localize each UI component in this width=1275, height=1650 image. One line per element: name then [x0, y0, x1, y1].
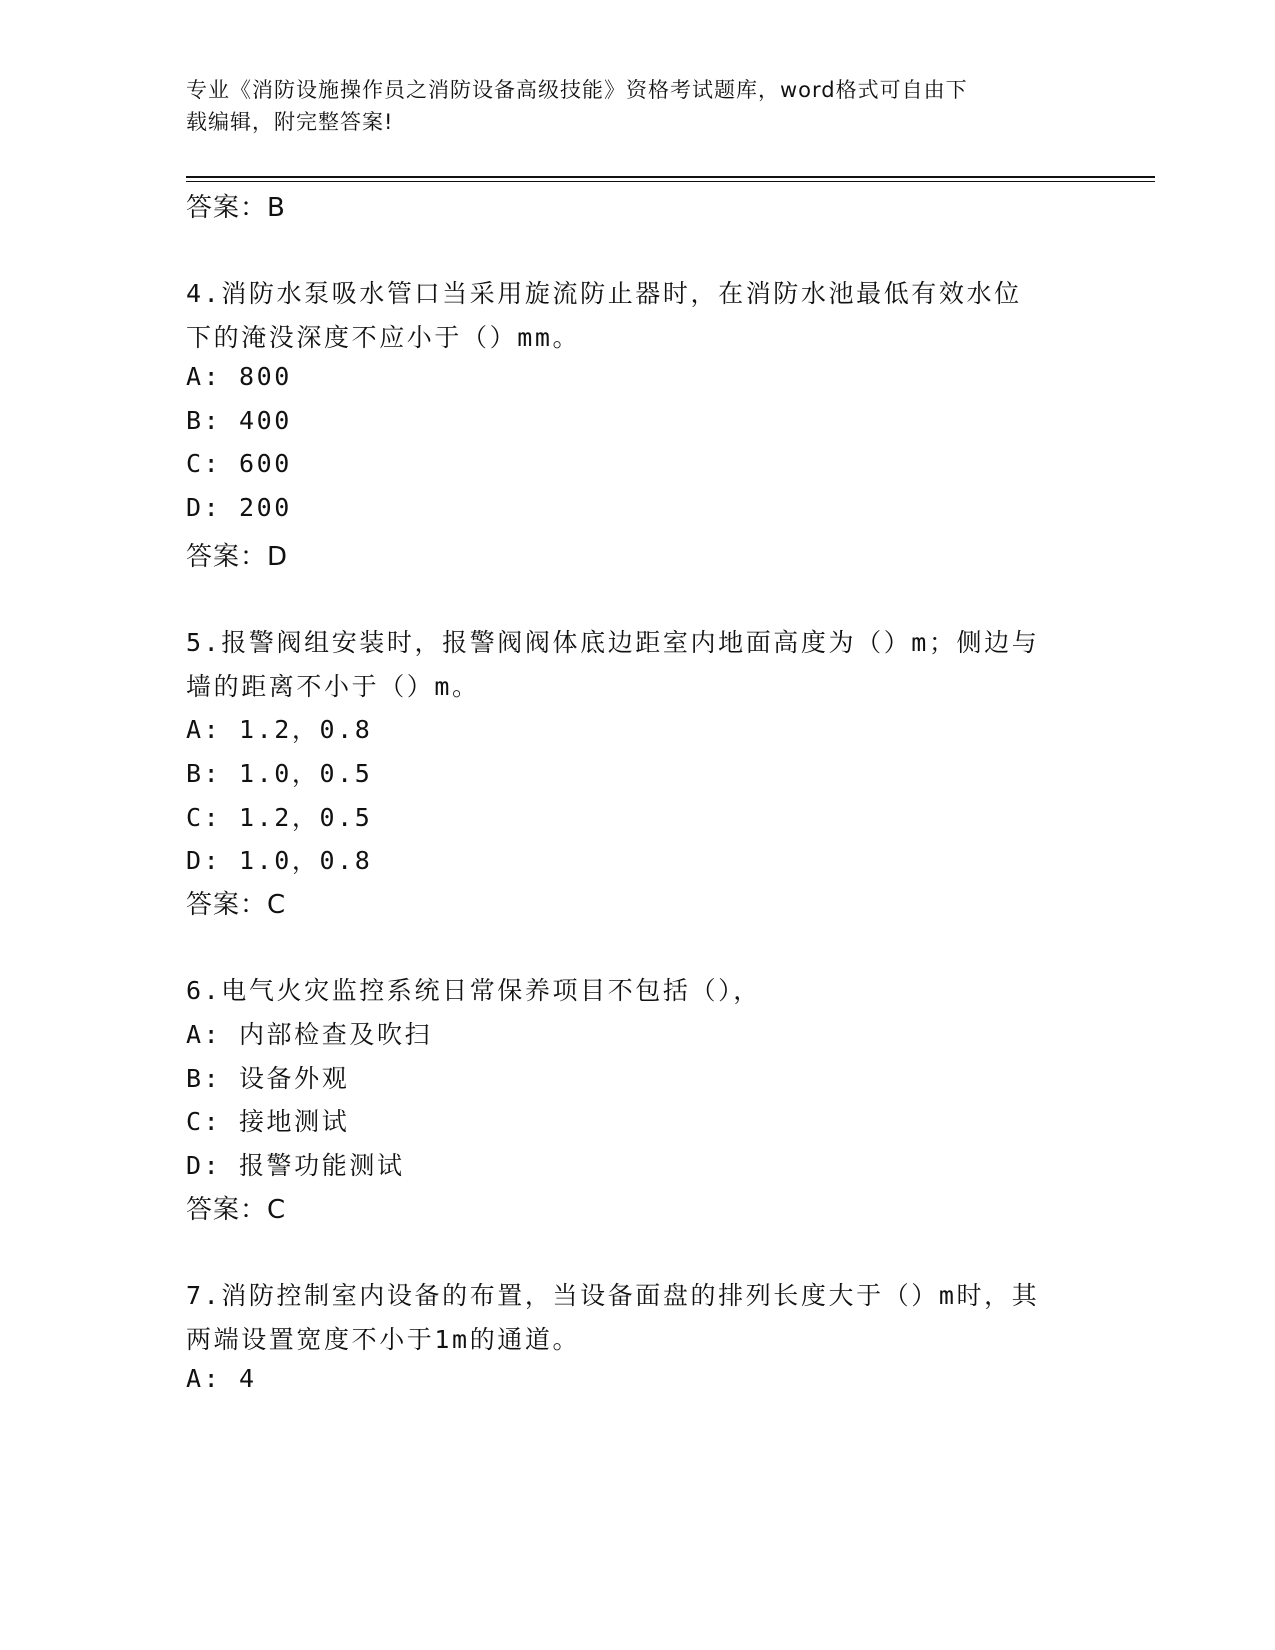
question-6-option-c: C: 接地测试: [186, 1107, 350, 1136]
question-5-option-b: B: 1.0，0.5: [186, 759, 373, 788]
question-5-answer: 答案：C: [186, 890, 287, 920]
previous-answer: 答案：B: [186, 193, 286, 223]
question-4-option-b: B: 400: [186, 406, 292, 435]
question-5-option-d: D: 1.0，0.8: [186, 846, 373, 875]
header-line-2: 载编辑，附完整答案!: [186, 110, 394, 134]
question-5-stem-line-2: 墙的距离不小于（）m。: [186, 672, 480, 701]
question-4-stem-line-1: 4.消防水泵吸水管口当采用旋流防止器时，在消防水池最低有效水位: [186, 279, 1022, 308]
question-6-option-d: D: 报警功能测试: [186, 1151, 405, 1180]
question-4-answer: 答案：D: [186, 542, 289, 572]
question-4-option-d: D: 200: [186, 493, 292, 522]
header-rule-thin: [186, 181, 1155, 182]
question-4-option-c: C: 600: [186, 449, 292, 478]
question-7-option-a: A: 4: [186, 1364, 257, 1393]
question-4-stem-line-2: 下的淹没深度不应小于（）mm。: [186, 323, 581, 352]
question-6-answer: 答案：C: [186, 1195, 287, 1225]
question-5-option-c: C: 1.2，0.5: [186, 803, 373, 832]
question-7-stem-line-2: 两端设置宽度不小于1m的通道。: [186, 1325, 581, 1354]
question-6-option-a: A: 内部检查及吹扫: [186, 1020, 433, 1049]
question-5-option-a: A: 1.2，0.8: [186, 715, 373, 744]
question-5-stem-line-1: 5.报警阀组安装时，报警阀阀体底边距室内地面高度为（）m；侧边与: [186, 628, 1040, 657]
document-header: [186, 74, 1066, 138]
question-6-option-b: B: 设备外观: [186, 1064, 350, 1093]
question-4-option-a: A: 800: [186, 362, 292, 391]
question-6-stem-line-1: 6.电气火灾监控系统日常保养项目不包括（），: [186, 976, 761, 1005]
header-rule-thick: [186, 176, 1155, 178]
header-line-1: 专业《消防设施操作员之消防设备高级技能》资格考试题库，word格式可自由下: [186, 78, 968, 102]
question-7-stem-line-1: 7.消防控制室内设备的布置，当设备面盘的排列长度大于（）m时，其: [186, 1281, 1040, 1310]
